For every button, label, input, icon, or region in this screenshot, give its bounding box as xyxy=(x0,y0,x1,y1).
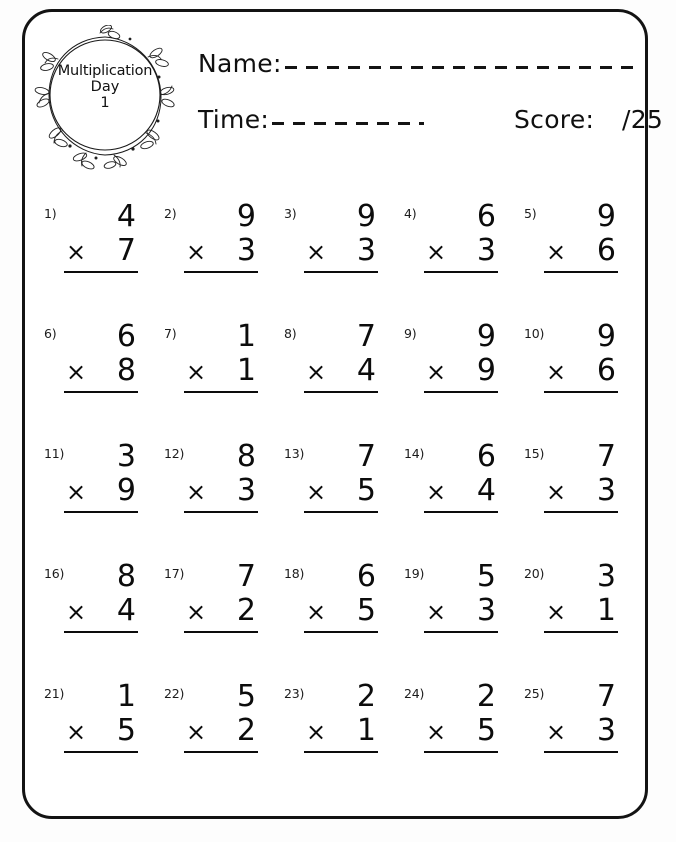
problem-12 xyxy=(156,436,276,556)
answer-rule xyxy=(544,391,618,393)
operand-top: 4 xyxy=(116,199,136,234)
answer-rule xyxy=(184,391,258,393)
answer-rule xyxy=(544,631,618,633)
operand-top: 3 xyxy=(596,559,616,594)
problem-index: 11) xyxy=(44,446,65,461)
operand-top: 7 xyxy=(356,439,376,474)
problem-index: 12) xyxy=(164,446,185,461)
operand-top: 5 xyxy=(236,679,256,714)
operand-top: 9 xyxy=(596,319,616,354)
operand-bottom: 6 xyxy=(596,353,616,388)
operand-bottom-row xyxy=(62,474,142,509)
problem-index: 2) xyxy=(164,206,177,221)
multiplication-operator: × xyxy=(186,718,207,746)
answer-rule xyxy=(544,271,618,273)
answer-rule xyxy=(184,751,258,753)
operand-bottom-row xyxy=(62,714,142,749)
problem-stack xyxy=(182,320,262,393)
operand-bottom-row xyxy=(182,234,262,269)
operand-bottom-row xyxy=(542,474,622,509)
multiplication-operator: × xyxy=(66,718,87,746)
multiplication-operator: × xyxy=(306,358,327,386)
problem-stack xyxy=(542,440,622,513)
wreath-logo xyxy=(34,25,176,171)
operand-top: 9 xyxy=(596,199,616,234)
problem-index: 15) xyxy=(524,446,545,461)
multiplication-operator: × xyxy=(186,598,207,626)
multiplication-operator: × xyxy=(186,478,207,506)
multiplication-operator: × xyxy=(306,598,327,626)
multiplication-operator: × xyxy=(186,358,207,386)
operand-bottom: 3 xyxy=(236,233,256,268)
multiplication-operator: × xyxy=(426,358,447,386)
problem-index: 24) xyxy=(404,686,425,701)
operand-top: 9 xyxy=(476,319,496,354)
operand-bottom: 1 xyxy=(596,593,616,628)
operand-bottom-row xyxy=(62,354,142,389)
operand-bottom-row xyxy=(542,354,622,389)
operand-bottom: 1 xyxy=(236,353,256,388)
problem-stack xyxy=(182,560,262,633)
problem-index: 10) xyxy=(524,326,545,341)
answer-rule xyxy=(304,391,378,393)
answer-rule xyxy=(184,271,258,273)
answer-rule xyxy=(424,391,498,393)
operand-bottom: 5 xyxy=(476,713,496,748)
problem-index: 6) xyxy=(44,326,57,341)
operand-top: 2 xyxy=(356,679,376,714)
name-label: Name: xyxy=(198,49,282,78)
operand-bottom-row xyxy=(542,594,622,629)
problem-index: 1) xyxy=(44,206,57,221)
problem-index: 21) xyxy=(44,686,65,701)
problem-stack xyxy=(302,440,382,513)
problem-5 xyxy=(516,196,636,316)
answer-rule xyxy=(184,631,258,633)
problem-8 xyxy=(276,316,396,436)
problem-25 xyxy=(516,676,636,796)
answer-rule xyxy=(424,631,498,633)
operand-bottom-row xyxy=(422,354,502,389)
multiplication-operator: × xyxy=(66,358,87,386)
logo-line-1: Multiplication xyxy=(57,63,153,79)
multiplication-operator: × xyxy=(546,358,567,386)
operand-bottom-row xyxy=(182,714,262,749)
problem-stack xyxy=(542,320,622,393)
answer-rule xyxy=(424,511,498,513)
operand-top: 6 xyxy=(476,199,496,234)
operand-bottom: 2 xyxy=(236,593,256,628)
answer-rule xyxy=(544,751,618,753)
operand-bottom-row xyxy=(302,594,382,629)
problem-index: 22) xyxy=(164,686,185,701)
operand-top: 6 xyxy=(356,559,376,594)
problem-stack xyxy=(182,200,262,273)
operand-bottom-row xyxy=(422,714,502,749)
operand-bottom-row xyxy=(302,234,382,269)
multiplication-operator: × xyxy=(306,238,327,266)
problem-stack xyxy=(62,320,142,393)
score-total-row xyxy=(622,105,663,134)
operand-top: 8 xyxy=(116,559,136,594)
operand-top: 3 xyxy=(116,439,136,474)
problem-stack xyxy=(422,320,502,393)
problem-18 xyxy=(276,556,396,676)
worksheet-header xyxy=(22,9,664,184)
problem-stack xyxy=(62,440,142,513)
problem-stack xyxy=(62,200,142,273)
name-write-line[interactable] xyxy=(285,66,641,69)
operand-bottom: 5 xyxy=(356,593,376,628)
operand-top: 7 xyxy=(596,679,616,714)
problem-15 xyxy=(516,436,636,556)
answer-rule xyxy=(544,511,618,513)
problem-index: 5) xyxy=(524,206,537,221)
operand-bottom-row xyxy=(422,474,502,509)
operand-top: 7 xyxy=(356,319,376,354)
operand-bottom-row xyxy=(542,234,622,269)
time-field-row xyxy=(198,105,424,134)
operand-bottom-row xyxy=(182,474,262,509)
problem-2 xyxy=(156,196,276,316)
multiplication-operator: × xyxy=(546,718,567,746)
problem-stack xyxy=(62,680,142,753)
problem-stack xyxy=(542,560,622,633)
operand-top: 7 xyxy=(236,559,256,594)
operand-top: 8 xyxy=(236,439,256,474)
problem-stack xyxy=(542,680,622,753)
operand-bottom: 7 xyxy=(116,233,136,268)
operand-bottom-row xyxy=(182,594,262,629)
operand-top: 9 xyxy=(236,199,256,234)
multiplication-operator: × xyxy=(546,238,567,266)
logo-line-2: Day xyxy=(90,79,120,96)
operand-bottom-row xyxy=(422,234,502,269)
operand-bottom: 4 xyxy=(476,473,496,508)
problem-1 xyxy=(36,196,156,316)
problem-22 xyxy=(156,676,276,796)
problem-index: 7) xyxy=(164,326,177,341)
problem-4 xyxy=(396,196,516,316)
problem-14 xyxy=(396,436,516,556)
problem-index: 16) xyxy=(44,566,65,581)
operand-bottom: 4 xyxy=(116,593,136,628)
answer-rule xyxy=(184,511,258,513)
problem-20 xyxy=(516,556,636,676)
problem-stack xyxy=(422,200,502,273)
problem-stack xyxy=(302,200,382,273)
operand-top: 1 xyxy=(236,319,256,354)
problem-index: 20) xyxy=(524,566,545,581)
answer-rule xyxy=(64,751,138,753)
multiplication-operator: × xyxy=(426,718,447,746)
operand-bottom-row xyxy=(542,714,622,749)
problem-3 xyxy=(276,196,396,316)
problem-16 xyxy=(36,556,156,676)
multiplication-operator: × xyxy=(66,478,87,506)
operand-bottom-row xyxy=(182,354,262,389)
multiplication-operator: × xyxy=(66,598,87,626)
problem-13 xyxy=(276,436,396,556)
operand-bottom: 5 xyxy=(116,713,136,748)
operand-top: 2 xyxy=(476,679,496,714)
operand-bottom: 5 xyxy=(356,473,376,508)
operand-bottom: 3 xyxy=(356,233,376,268)
score-total: /25 xyxy=(622,105,664,134)
problem-index: 14) xyxy=(404,446,425,461)
operand-bottom-row xyxy=(62,234,142,269)
name-field-row xyxy=(198,49,641,78)
operand-top: 1 xyxy=(116,679,136,714)
logo-line-3: 1 xyxy=(100,95,110,112)
problem-stack xyxy=(62,560,142,633)
answer-rule xyxy=(424,751,498,753)
problem-9 xyxy=(396,316,516,436)
problem-index: 18) xyxy=(284,566,305,581)
multiplication-operator: × xyxy=(546,598,567,626)
problem-index: 13) xyxy=(284,446,305,461)
answer-rule xyxy=(64,271,138,273)
problem-index: 9) xyxy=(404,326,417,341)
answer-rule xyxy=(304,271,378,273)
problem-stack xyxy=(542,200,622,273)
problem-index: 19) xyxy=(404,566,425,581)
operand-bottom-row xyxy=(302,714,382,749)
operand-bottom: 3 xyxy=(236,473,256,508)
answer-rule xyxy=(64,511,138,513)
problem-21 xyxy=(36,676,156,796)
problem-24 xyxy=(396,676,516,796)
problem-index: 4) xyxy=(404,206,417,221)
problem-11 xyxy=(36,436,156,556)
operand-bottom-row xyxy=(422,594,502,629)
operand-bottom-row xyxy=(302,354,382,389)
problem-stack xyxy=(302,560,382,633)
problem-index: 17) xyxy=(164,566,185,581)
operand-bottom: 3 xyxy=(596,713,616,748)
problem-stack xyxy=(422,560,502,633)
answer-rule xyxy=(64,631,138,633)
problem-stack xyxy=(182,440,262,513)
multiplication-operator: × xyxy=(426,238,447,266)
problem-7 xyxy=(156,316,276,436)
time-write-line[interactable] xyxy=(272,122,424,125)
problem-17 xyxy=(156,556,276,676)
operand-bottom: 6 xyxy=(596,233,616,268)
operand-top: 5 xyxy=(476,559,496,594)
problem-index: 3) xyxy=(284,206,297,221)
multiplication-operator: × xyxy=(306,478,327,506)
problem-23 xyxy=(276,676,396,796)
problem-19 xyxy=(396,556,516,676)
operand-top: 6 xyxy=(116,319,136,354)
problem-6 xyxy=(36,316,156,436)
answer-rule xyxy=(304,631,378,633)
problem-index: 25) xyxy=(524,686,545,701)
answer-rule xyxy=(304,751,378,753)
operand-bottom: 3 xyxy=(596,473,616,508)
score-field-row xyxy=(514,105,594,134)
answer-rule xyxy=(304,511,378,513)
answer-rule xyxy=(64,391,138,393)
multiplication-operator: × xyxy=(546,478,567,506)
problem-stack xyxy=(182,680,262,753)
operand-bottom: 2 xyxy=(236,713,256,748)
multiplication-operator: × xyxy=(426,598,447,626)
time-label: Time: xyxy=(198,105,270,134)
problem-10 xyxy=(516,316,636,436)
operand-bottom: 1 xyxy=(356,713,376,748)
problem-stack xyxy=(302,320,382,393)
answer-rule xyxy=(424,271,498,273)
operand-bottom: 3 xyxy=(476,593,496,628)
operand-top: 6 xyxy=(476,439,496,474)
operand-bottom: 9 xyxy=(116,473,136,508)
operand-top: 7 xyxy=(596,439,616,474)
problem-stack xyxy=(302,680,382,753)
multiplication-operator: × xyxy=(66,238,87,266)
multiplication-operator: × xyxy=(186,238,207,266)
operand-bottom-row xyxy=(302,474,382,509)
operand-bottom: 4 xyxy=(356,353,376,388)
operand-bottom-row xyxy=(62,594,142,629)
problems-grid xyxy=(36,196,636,796)
multiplication-operator: × xyxy=(426,478,447,506)
problem-index: 8) xyxy=(284,326,297,341)
operand-bottom: 9 xyxy=(476,353,496,388)
operand-bottom: 3 xyxy=(476,233,496,268)
score-label: Score: xyxy=(514,105,595,134)
problem-stack xyxy=(422,440,502,513)
multiplication-operator: × xyxy=(306,718,327,746)
operand-top: 9 xyxy=(356,199,376,234)
operand-bottom: 8 xyxy=(116,353,136,388)
problem-stack xyxy=(422,680,502,753)
problem-index: 23) xyxy=(284,686,305,701)
